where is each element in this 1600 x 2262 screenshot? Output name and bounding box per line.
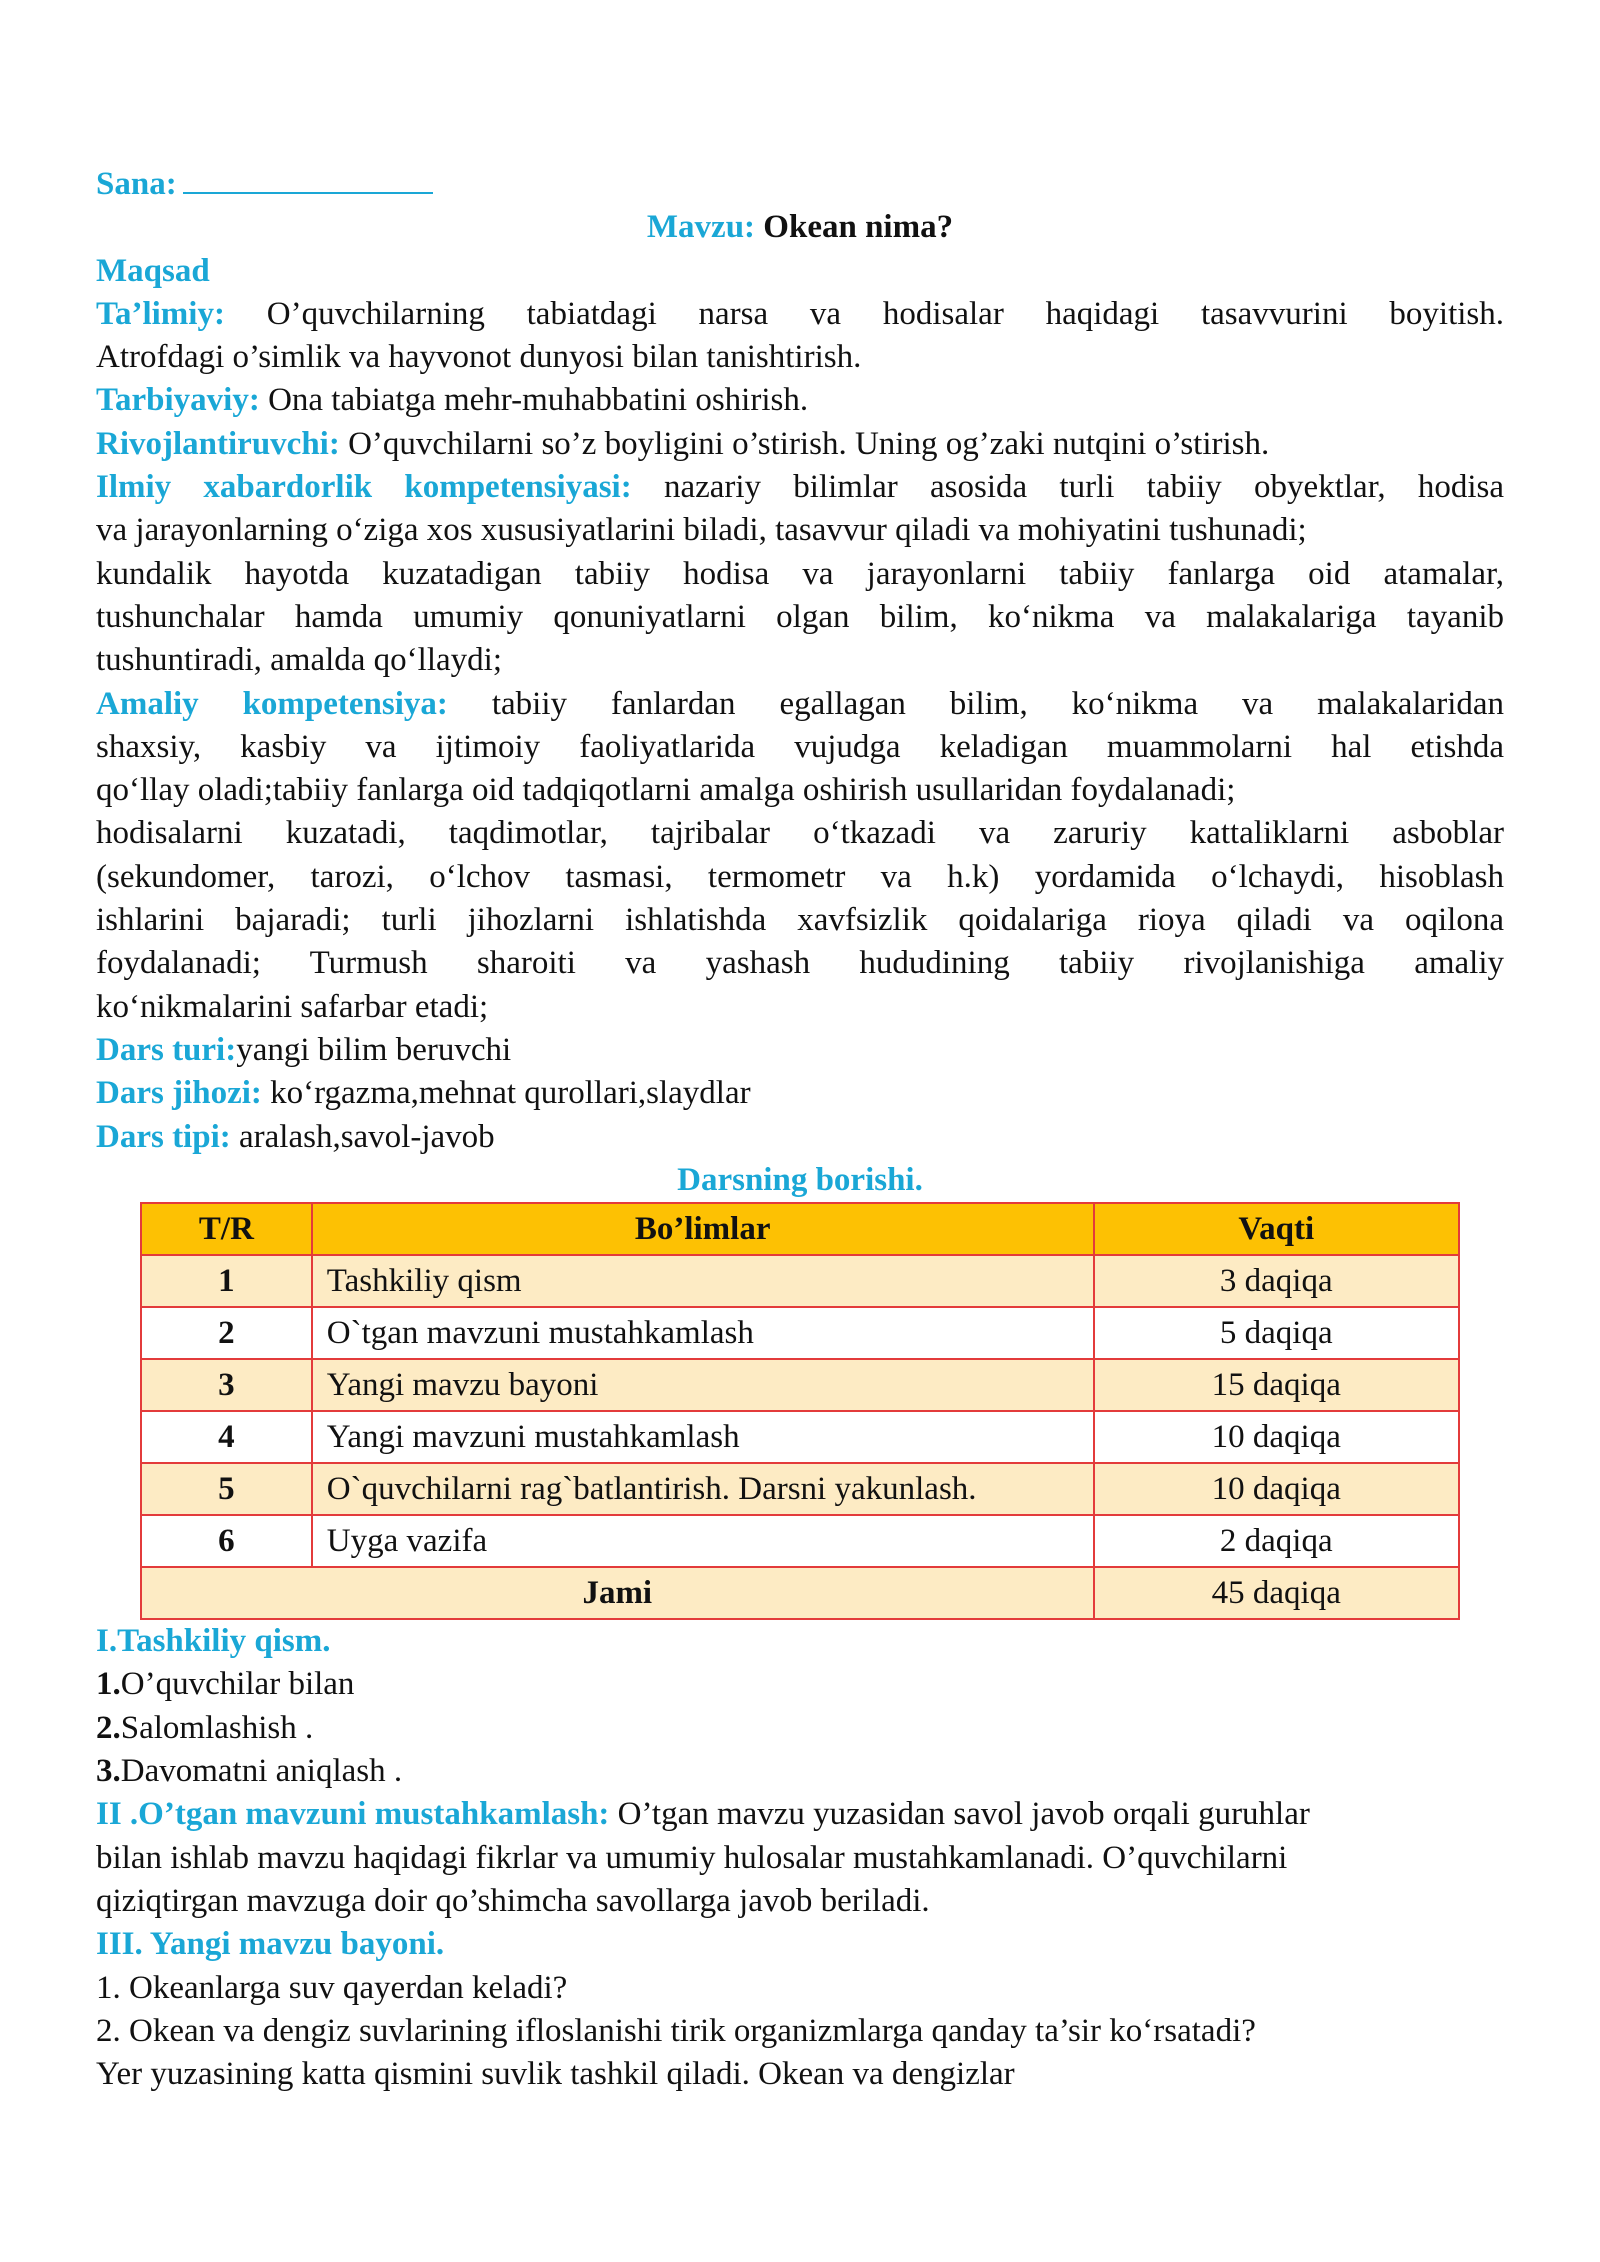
part3-question1: 1. Okeanlarga suv qayerdan keladi? — [96, 1969, 568, 2006]
part2-heading: II .O’tgan mavzuni mustahkamlash: — [96, 1796, 610, 1833]
lesson-plan-table — [140, 1202, 1460, 1620]
lesson-equipment-value: ko‘rgazma,mehnat qurollari,slaydlar — [270, 1075, 751, 1112]
lesson-kind-label: Dars tipi: — [96, 1118, 231, 1155]
row-number: 3 — [141, 1359, 312, 1411]
row-time: 10 daqiqa — [1094, 1411, 1459, 1463]
science-competence-line5: tushuntiradi, amalda qo‘llaydi; — [96, 642, 502, 679]
science-competence-line3: kundalik hayotda kuzatadigan tabiiy hodisa va jarayonlarni tabiiy fanlarga oid atamalar, — [96, 555, 1504, 592]
practical-competence-line8: ko‘nikmalarini safarbar etadi; — [96, 988, 489, 1025]
part2-text: O’tgan mavzu yuzasidan savol javob orqali guruhlar — [617, 1796, 1310, 1833]
row-number: 5 — [141, 1463, 312, 1515]
topic-value: Okean nima? — [763, 209, 954, 246]
lesson-type — [96, 1029, 1504, 1072]
row-time: 10 daqiqa — [1094, 1463, 1459, 1515]
part1-heading: I.Tashkiliy qism. — [96, 1623, 331, 1660]
part2-line1 — [96, 1793, 1504, 1836]
plan-title: Darsning borishi. — [677, 1161, 923, 1198]
row-time: 3 daqiqa — [1094, 1255, 1459, 1307]
practical-competence-line6: ishlarini bajaradi; turli jihozlarni ishlatishda xavfsizlik qoidalariga rioya qiladi va oqilona — [96, 902, 1504, 939]
row-section: Uyga vazifa — [312, 1515, 1094, 1567]
row-number: 6 — [141, 1515, 312, 1567]
date-line — [96, 162, 1504, 206]
practical-competence-line2: shaxsiy, kasbiy va ijtimoiy faoliyatlarida vujudga keladigan muammolarni hal etishda — [96, 728, 1504, 765]
lesson-kind-value: aralash,savol-javob — [239, 1118, 495, 1155]
science-competence-text: nazariy bilimlar asosida turli tabiiy obyektlar, hodisa — [663, 469, 1505, 506]
row-number: 2 — [141, 1307, 312, 1359]
educational-goal-label: Ta’limiy: — [96, 295, 225, 332]
table-row — [141, 1463, 1459, 1515]
part1-item-number: 1. — [96, 1666, 121, 1703]
row-number: 4 — [141, 1411, 312, 1463]
table-header-row — [141, 1203, 1459, 1255]
lesson-plan-page — [96, 162, 1504, 2096]
table-row — [141, 1411, 1459, 1463]
science-competence-label: Ilmiy xabardorlik kompetensiyasi: — [96, 469, 632, 506]
part3-question2: 2. Okean va dengiz suvlarining ifloslanishi tirik organizmlarga qanday ta’sir ko‘rsatadi? — [96, 2012, 1256, 2049]
row-number: 1 — [141, 1255, 312, 1307]
date-label: Sana: — [96, 166, 177, 202]
part2-line3: qiziqtirgan mavzuga doir qo’shimcha savollarga javob beriladi. — [96, 1882, 930, 1919]
table-row — [141, 1255, 1459, 1307]
lesson-equipment-label: Dars jihozi: — [96, 1075, 262, 1112]
part1-item-number: 2. — [96, 1709, 121, 1746]
row-section: O`tgan mavzuni mustahkamlash — [312, 1307, 1094, 1359]
column-header-time: Vaqti — [1094, 1203, 1459, 1255]
part1-item-text: Salomlashish . — [120, 1709, 314, 1746]
developmental-goal — [96, 423, 1504, 466]
lesson-type-value: yangi bilim beruvchi — [236, 1031, 512, 1068]
row-time: 2 daqiqa — [1094, 1515, 1459, 1567]
lesson-type-label: Dars turi: — [96, 1031, 237, 1068]
educational-goal-text: O’quvchilarning tabiatdagi narsa va hodisalar haqidagi tasavvurini boyitish. — [266, 295, 1504, 332]
goals-heading: Maqsad — [96, 252, 210, 289]
practical-competence-line5: (sekundomer, tarozi, o‘lchov tasmasi, termometr va h.k) yordamida o‘lchaydi, hisoblash — [96, 858, 1504, 895]
developmental-goal-label: Rivojlantiruvchi: — [96, 425, 340, 462]
practical-competence-line4: hodisalarni kuzatadi, taqdimotlar, tajribalar o‘tkazadi va zaruriy kattaliklarni asboblar — [96, 815, 1504, 852]
part2-line2: bilan ishlab mavzu haqidagi fikrlar va umumiy hulosalar mustahkamlanadi. O’quvchilarni — [96, 1839, 1288, 1876]
educational-goal-line1 — [96, 293, 1504, 336]
row-section: Tashkiliy qism — [312, 1255, 1094, 1307]
table-row — [141, 1359, 1459, 1411]
column-header-number: T/R — [141, 1203, 312, 1255]
practical-competence-line7: foydalanadi; Turmush sharoiti va yashash hududining tabiiy rivojlanishiga amaliy — [96, 945, 1504, 982]
total-label: Jami — [141, 1567, 1094, 1619]
row-section: Yangi mavzu bayoni — [312, 1359, 1094, 1411]
table-total-row — [141, 1567, 1459, 1619]
part1-item-text: O’quvchilar bilan — [120, 1666, 355, 1703]
part1-item — [96, 1707, 1504, 1750]
part3-text: Yer yuzasining katta qismini suvlik tashkil qiladi. Okean va dengizlar — [96, 2056, 1015, 2093]
row-section: Yangi mavzuni mustahkamlash — [312, 1411, 1094, 1463]
part1-item — [96, 1750, 1504, 1793]
upbringing-goal-text: Ona tabiatga mehr-muhabbatini oshirish. — [268, 382, 809, 419]
topic-line — [96, 206, 1504, 249]
lesson-equipment — [96, 1072, 1504, 1115]
science-competence-line4: tushunchalar hamda umumiy qonuniyatlarni olgan bilim, ko‘nikma va malakalariga tayanib — [96, 598, 1504, 635]
practical-competence-label: Amaliy kompetensiya: — [96, 685, 448, 722]
column-header-section: Bo’limlar — [312, 1203, 1094, 1255]
practical-competence-line3: qo‘llay oladi;tabiiy fanlarga oid tadqiqotlarni amalga oshirish usullaridan foydalanadi; — [96, 772, 1236, 809]
row-section: O`quvchilarni rag`batlantirish. Darsni yakunlash. — [312, 1463, 1094, 1515]
row-time: 15 daqiqa — [1094, 1359, 1459, 1411]
table-row — [141, 1307, 1459, 1359]
science-competence-line1 — [96, 466, 1504, 509]
row-time: 5 daqiqa — [1094, 1307, 1459, 1359]
part1-item-number: 3. — [96, 1753, 121, 1790]
science-competence-line2: va jarayonlarning o‘ziga xos xususiyatlarini biladi, tasavvur qiladi va mohiyatini tushunadi; — [96, 512, 1307, 549]
table-row — [141, 1515, 1459, 1567]
date-blank — [183, 162, 433, 194]
lesson-kind — [96, 1116, 1504, 1159]
part1-item — [96, 1663, 1504, 1706]
upbringing-goal-label: Tarbiyaviy: — [96, 382, 260, 419]
part3-heading: III. Yangi mavzu bayoni. — [96, 1926, 445, 1963]
practical-competence-text: tabiiy fanlardan egallagan bilim, ko‘nikma va malakalaridan — [491, 685, 1505, 722]
part1-item-text: Davomatni aniqlash . — [120, 1753, 403, 1790]
total-value: 45 daqiqa — [1094, 1567, 1459, 1619]
developmental-goal-text: O’quvchilarni so’z boyligini o’stirish. Uning og’zaki nutqini o’stirish. — [348, 425, 1270, 462]
educational-goal-line2: Atrofdagi o’simlik va hayvonot dunyosi bilan tanishtirish. — [96, 339, 862, 376]
practical-competence-line1 — [96, 683, 1504, 726]
upbringing-goal — [96, 379, 1504, 422]
topic-label: Mavzu: — [646, 209, 756, 246]
